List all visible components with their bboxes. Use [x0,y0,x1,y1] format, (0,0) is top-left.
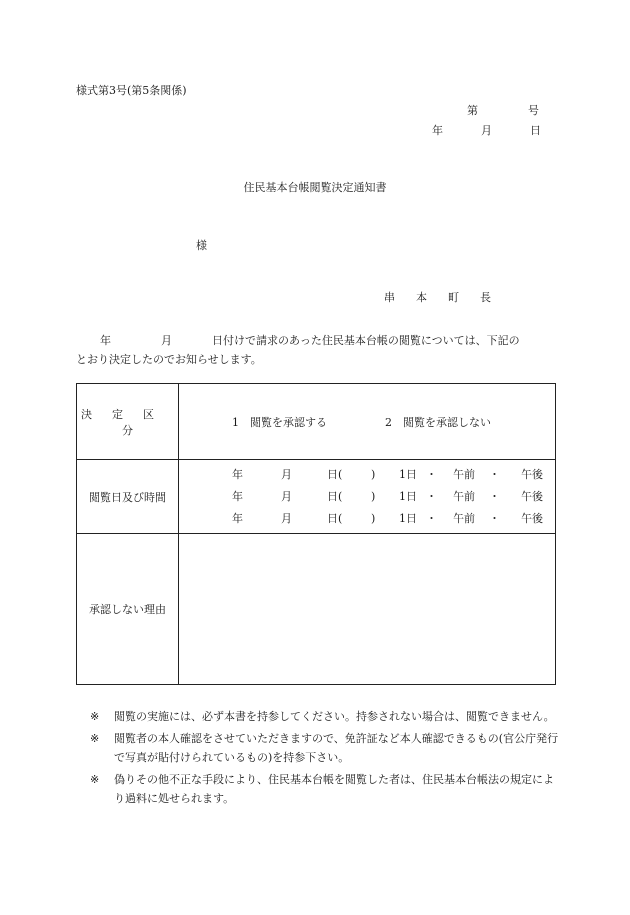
decision-row [77,384,556,460]
body-line1-rest: 日付けで請求のあった住民基本台帳の閲覧については、下記の [212,334,520,347]
sender-char: 本 [416,291,427,304]
decision-label: 決 定 区分 [77,384,179,460]
note-item [90,707,560,726]
doc-no-suffix: 号 [528,104,539,117]
body-month: 月 [161,334,172,347]
form-number: 様式第3号(第5条関係) [76,84,187,97]
body-text [76,331,556,369]
note-text: 閲覧者の本人確認をさせていただきますので、免許証など本人確認できるもの(官公庁発行で写真が貼付けられているもの)を持参下さい。 [114,732,559,764]
document-date [432,124,541,138]
reason-field [179,534,556,685]
reason-row [77,534,556,685]
note-mark: ※ [90,710,100,723]
note-text: 閲覧の実施には、必ず本書を持参してください。持参されない場合は、閲覧できません。 [114,710,555,723]
option-reject: 2 閲覧を承認しない [385,415,491,429]
sender-char: 長 [480,291,491,304]
datetime-row [77,460,556,534]
body-line2: とおり決定したのでお知らせします。 [76,353,262,366]
date-month: 月 [481,124,492,137]
decision-table [76,383,556,685]
datetime-label: 閲覧日及び時間 [77,460,179,534]
note-item [90,729,560,767]
decision-options [179,384,556,460]
date-year: 年 [432,124,443,137]
note-text: 偽りその他不正な手段により、住民基本台帳を閲覧した者は、住民基本台帳法の規定により過料に処せられます。 [114,773,554,805]
sender-char: 串 [384,291,395,304]
note-mark: ※ [90,773,100,786]
doc-no-prefix: 第 [467,104,478,117]
datetime-line: 年 月 日( ) 1日 ・ 午前 ・ 午後 [232,511,543,525]
option-approve: 1 閲覧を承認する [232,415,327,429]
sender [384,291,491,305]
datetime-entries [179,460,556,534]
datetime-line: 年 月 日( ) 1日 ・ 午前 ・ 午後 [232,489,543,503]
note-item [90,770,560,808]
body-year: 年 [100,334,111,347]
addressee: 様 [196,239,207,252]
date-day: 日 [530,124,541,137]
notes [90,707,560,811]
note-mark: ※ [90,732,100,745]
sender-char: 町 [448,291,459,304]
document-number [467,104,539,118]
datetime-line: 年 月 日( ) 1日 ・ 午前 ・ 午後 [232,467,543,481]
reason-label: 承認しない理由 [77,534,179,685]
document-title: 住民基本台帳閲覧決定通知書 [243,181,387,194]
